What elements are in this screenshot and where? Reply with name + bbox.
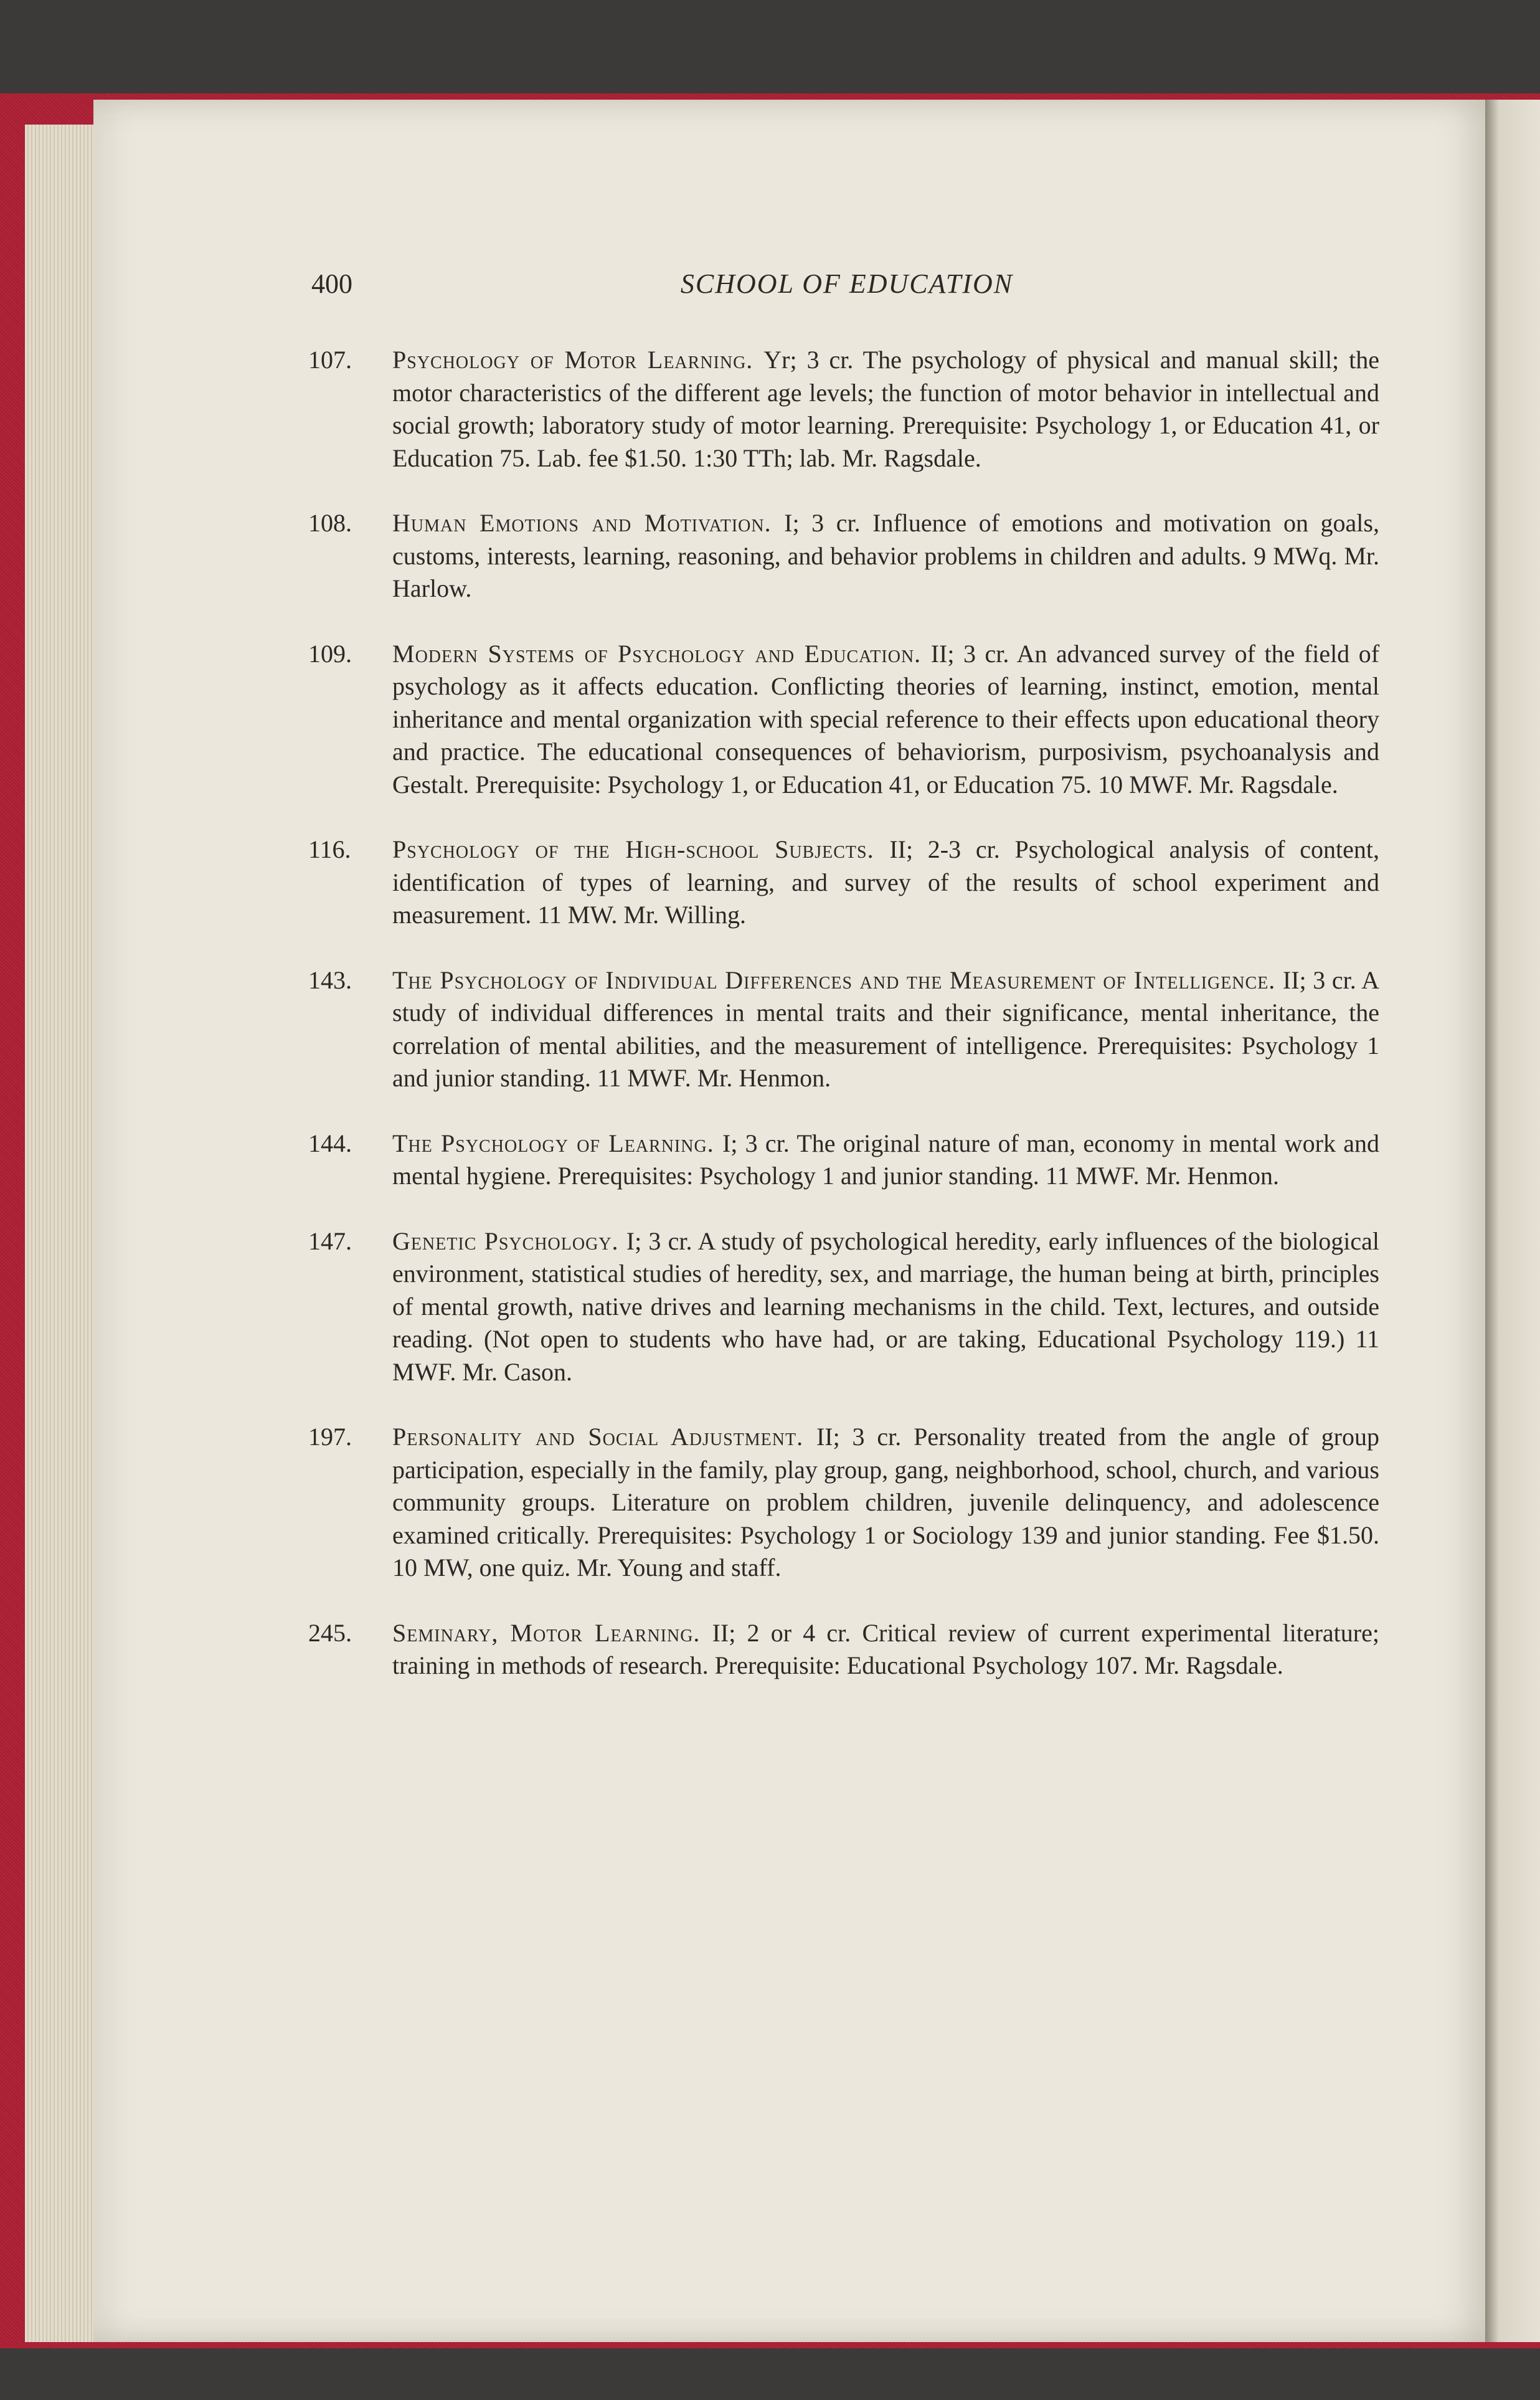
course-title: Genetic Psychology. — [392, 1226, 626, 1255]
course-description: Yr; 3 cr. The psychology of physical and manual skill; the motor characteristics of the different age levels; the function of motor behavior in intellectual and social growth; laboratory study of motor learning. Prerequisite: Psychology 1, or Education 41, or Education 75. Lab. fee $1.50. 1:30 TTh; lab. Mr. Ragsdale. — [392, 346, 1379, 472]
course-description: II; 3 cr. An advanced survey of the field of psychology as it affects education. Conflicting theories of learning, instinct, emotion, mental inheritance and mental organization with special reference to their effects upon educational theory and practice. The educational consequences of behaviorism, purposivism, psychoanalysis and Gestalt. Prerequisite: Psychology 1, or Education 41, or Education 75. 10 MWF. Mr. Ragsdale. — [392, 639, 1380, 799]
course-entry — [308, 833, 1379, 932]
running-title: SCHOOL OF EDUCATION — [680, 268, 1014, 299]
course-number: 147. — [308, 1226, 352, 1255]
course-description: II; 3 cr. Personality treated from the angle of group participation, especially in the family, play group, gang, neighborhood, school, church, and various community groups. Literature on problem children, juvenile delinquency, and adolescence examined critically. Prerequisites: Psychology 1 or Sociology 139 and junior standing. Fee $1.50. 10 MW, one quiz. Mr. Young and staff. — [392, 1423, 1379, 1582]
course-entry — [308, 1225, 1379, 1389]
course-number: 116. — [308, 835, 351, 863]
course-description: I; 3 cr. A study of psychological heredity, early influences of the biological environment, statistical studies of heredity, sex, and marriage, the human being at birth, principles of mental growth, native drives and learning mechanisms in the child. Text, lectures, and outside reading. (Not open to students who have had, or are taking, Educational Psychology 119.) 11 MWF. Mr. Cason. — [392, 1226, 1379, 1386]
course-number: 107. — [308, 346, 352, 374]
course-number: 197. — [308, 1423, 352, 1451]
page-header — [311, 268, 1382, 311]
course-number: 109. — [308, 639, 352, 668]
course-list — [308, 344, 1379, 1682]
course-title: The Psychology of Learning. — [392, 1129, 722, 1157]
course-description: II; 2 or 4 cr. Critical review of current experimental literature; training in methods of research. Prerequisite: Educational Psychology 107. Mr. Ragsdale. — [392, 1618, 1379, 1679]
course-number: 144. — [308, 1129, 352, 1157]
course-number: 108. — [308, 509, 352, 537]
course-description: I; 3 cr. The original nature of man, economy in mental work and mental hygiene. Prerequisites: Psychology 1 and junior standing. 11 MWF. Mr. Henmon. — [392, 1129, 1379, 1190]
page-number: 400 — [311, 268, 352, 299]
course-description: I; 3 cr. Influence of emotions and motivation on goals, customs, interests, learning, reasoning, and behavior problems in children and adults. 9 MWq. Mr. Harlow. — [392, 509, 1379, 602]
course-entry — [308, 344, 1379, 475]
course-description: II; 3 cr. A study of individual differences in mental traits and their significance, mental inheritance, the correlation of mental abilities, and the measurement of intelligence. Prerequisites: Psychology 1 and junior standing. 11 MWF. Mr. Henmon. — [392, 965, 1379, 1092]
course-entry — [308, 1127, 1379, 1193]
course-title: Personality and Social Adjustment. — [392, 1423, 816, 1451]
course-title: Modern Systems of Psychology and Education. — [392, 639, 931, 668]
course-title: Psychology of the High-school Subjects. — [392, 835, 890, 863]
course-entry — [308, 964, 1379, 1095]
course-title: The Psychology of Individual Differences and the Measurement of Intelligence. — [392, 965, 1283, 994]
page-gutter — [1485, 100, 1540, 2342]
course-title: Human Emotions and Motivation. — [392, 509, 785, 537]
course-entry — [308, 1421, 1379, 1585]
course-title: Psychology of Motor Learning. — [392, 346, 764, 374]
course-entry — [308, 1617, 1379, 1682]
course-number: 245. — [308, 1618, 352, 1647]
course-number: 143. — [308, 965, 352, 994]
course-title: Seminary, Motor Learning. — [392, 1618, 712, 1647]
course-description: II; 2-3 cr. Psychological analysis of content, identification of types of learning, and survey of the results of school experiment and measurement. 11 MW. Mr. Willing. — [392, 835, 1380, 929]
course-entry — [308, 507, 1379, 605]
course-entry — [308, 638, 1379, 802]
